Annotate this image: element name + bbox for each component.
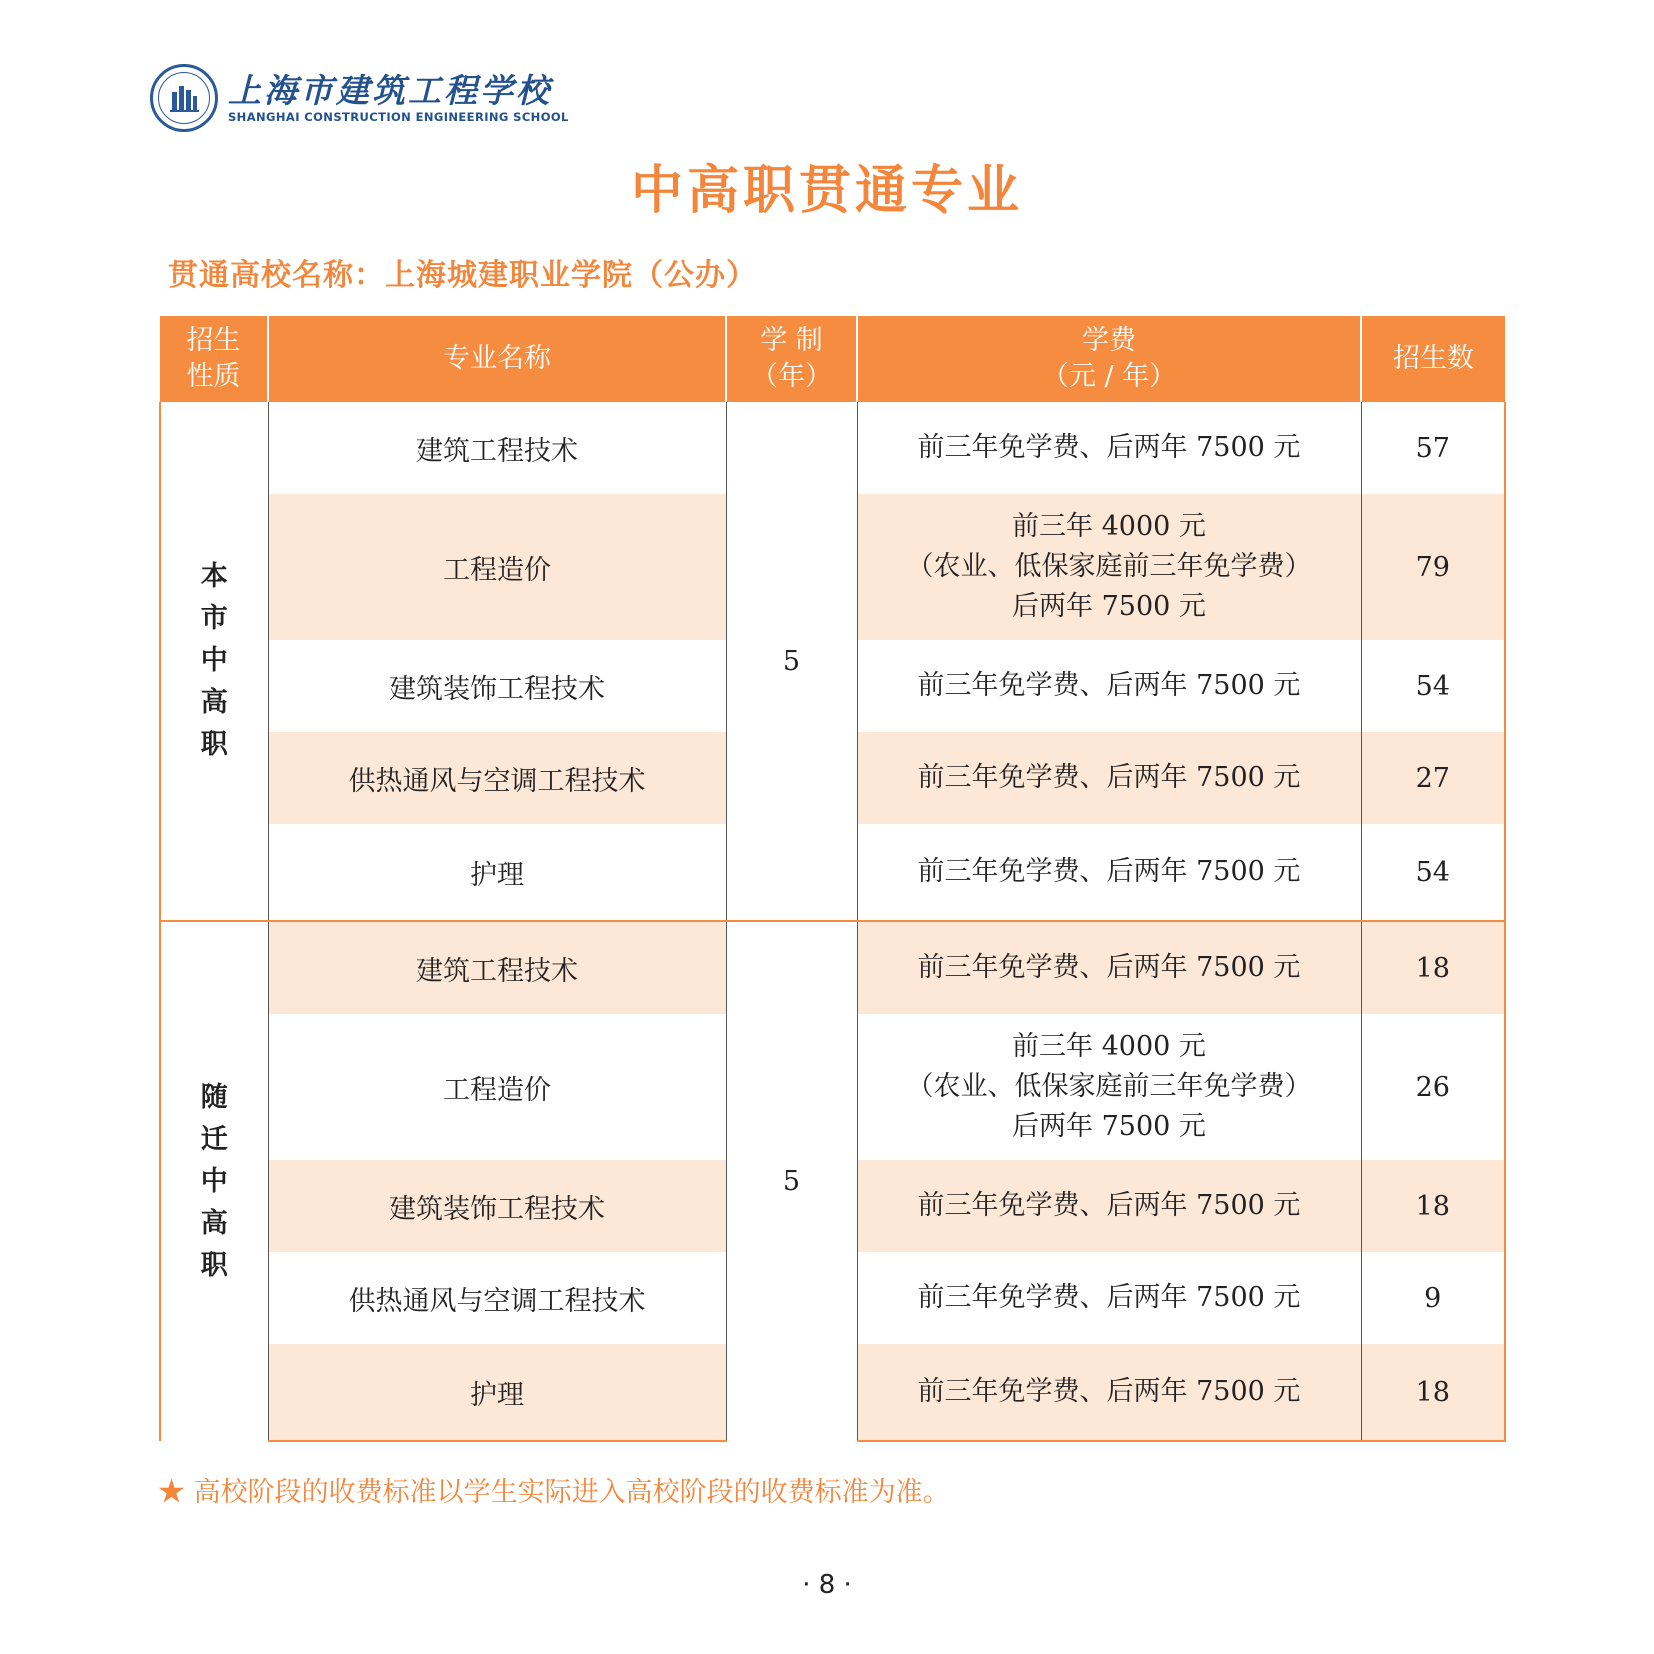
page-subtitle: 贯通高校名称：上海城建职业学院（公办） xyxy=(168,258,757,293)
enrollment-count-cell: 57 xyxy=(1361,402,1505,494)
enrollment-count-cell: 54 xyxy=(1361,640,1505,732)
major-name-cell: 供热通风与空调工程技术 xyxy=(268,1252,726,1344)
header-years xyxy=(726,316,857,402)
major-name-cell: 工程造价 xyxy=(268,494,726,640)
fee-cell xyxy=(857,921,1361,1014)
major-name-cell: 护理 xyxy=(268,1344,726,1441)
header-years-line2: （年） xyxy=(751,361,832,392)
school-name-en: SHANGHAI CONSTRUCTION ENGINEERING SCHOOL xyxy=(228,110,569,124)
table-body xyxy=(160,402,1505,1441)
enrollment-nature-cell: 本市中高职 xyxy=(160,402,268,921)
header-nature-line1: 招生 xyxy=(186,325,241,356)
footnote: ★ 高校阶段的收费标准以学生实际进入高校阶段的收费标准为准。 xyxy=(158,1477,950,1508)
major-name-cell: 建筑装饰工程技术 xyxy=(268,640,726,732)
major-name-cell: 建筑工程技术 xyxy=(268,402,726,494)
major-name-cell: 供热通风与空调工程技术 xyxy=(268,732,726,824)
major-name-cell: 建筑工程技术 xyxy=(268,921,726,1014)
fee-cell xyxy=(857,824,1361,921)
header-fee xyxy=(857,316,1361,402)
enrollment-count-cell: 18 xyxy=(1361,1344,1505,1441)
fee-line: 后两年 7500 元 xyxy=(1012,1111,1206,1142)
enrollment-count-cell: 9 xyxy=(1361,1252,1505,1344)
enrollment-count-cell: 79 xyxy=(1361,494,1505,640)
fee-line: 前三年免学费、后两年 7500 元 xyxy=(917,1190,1301,1221)
enrollment-count-cell: 27 xyxy=(1361,732,1505,824)
major-name-cell: 建筑装饰工程技术 xyxy=(268,1160,726,1252)
table-header-row xyxy=(160,316,1505,402)
fee-line: 前三年免学费、后两年 7500 元 xyxy=(917,432,1301,463)
school-name-cn: 上海市建筑工程学校 xyxy=(228,71,552,110)
fee-line: 前三年免学费、后两年 7500 元 xyxy=(917,1376,1301,1407)
school-logo xyxy=(150,64,569,132)
fee-line: 前三年 4000 元 xyxy=(1012,511,1206,542)
header-nature-line2: 性质 xyxy=(186,361,241,392)
header-nature xyxy=(160,316,268,402)
header-fee-line2: （元 / 年） xyxy=(1041,361,1177,392)
fee-line: （农业、低保家庭前三年免学费） xyxy=(906,551,1312,582)
fee-line: 前三年免学费、后两年 7500 元 xyxy=(917,952,1301,983)
fee-line: （农业、低保家庭前三年免学费） xyxy=(906,1071,1312,1102)
school-seal-icon xyxy=(150,64,218,132)
header-years-line1: 学 制 xyxy=(760,325,823,356)
fee-line: 前三年免学费、后两年 7500 元 xyxy=(917,1282,1301,1313)
majors-table xyxy=(159,316,1506,1442)
fee-line: 前三年免学费、后两年 7500 元 xyxy=(917,670,1301,701)
fee-cell xyxy=(857,1344,1361,1441)
fee-line: 后两年 7500 元 xyxy=(1012,591,1206,622)
page-title: 中高职贯通专业 xyxy=(630,160,1023,221)
major-name-cell: 护理 xyxy=(268,824,726,921)
years-cell: 5 xyxy=(726,402,857,921)
page-number: · 8 · xyxy=(802,1570,852,1600)
enrollment-count-cell: 26 xyxy=(1361,1014,1505,1160)
fee-cell xyxy=(857,1252,1361,1344)
building-icon xyxy=(164,78,204,118)
fee-cell xyxy=(857,640,1361,732)
fee-cell xyxy=(857,1014,1361,1160)
fee-cell xyxy=(857,732,1361,824)
fee-line: 前三年 4000 元 xyxy=(1012,1031,1206,1062)
enrollment-nature-cell: 随迁中高职 xyxy=(160,921,268,1441)
table-row xyxy=(160,921,1505,1014)
enrollment-count-cell: 54 xyxy=(1361,824,1505,921)
fee-line: 前三年免学费、后两年 7500 元 xyxy=(917,762,1301,793)
enrollment-count-cell: 18 xyxy=(1361,921,1505,1014)
header-count: 招生数 xyxy=(1361,316,1505,402)
years-cell: 5 xyxy=(726,921,857,1441)
fee-cell xyxy=(857,494,1361,640)
header-major: 专业名称 xyxy=(268,316,726,402)
header-fee-line1: 学费 xyxy=(1082,325,1136,356)
fee-line: 前三年免学费、后两年 7500 元 xyxy=(917,856,1301,887)
major-name-cell: 工程造价 xyxy=(268,1014,726,1160)
enrollment-count-cell: 18 xyxy=(1361,1160,1505,1252)
fee-cell xyxy=(857,402,1361,494)
fee-cell xyxy=(857,1160,1361,1252)
table-row xyxy=(160,402,1505,494)
